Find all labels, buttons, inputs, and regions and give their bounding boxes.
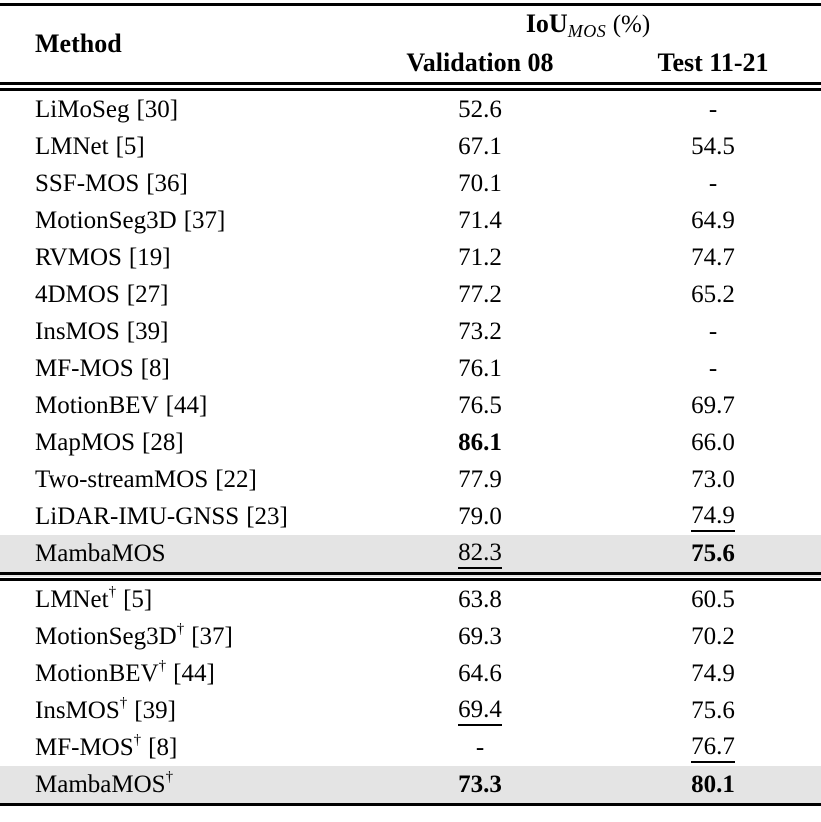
iou-unit-label: (%)	[612, 10, 651, 38]
table-row	[0, 128, 821, 165]
test-value: 74.9	[691, 659, 735, 687]
citation-ref: [5]	[115, 132, 145, 160]
method-name: InsMOS	[35, 696, 120, 724]
test-value: 65.2	[691, 280, 735, 308]
method-cell	[0, 692, 355, 729]
method-cell	[0, 313, 355, 350]
test-value: 60.5	[691, 585, 735, 613]
validation-value: 86.1	[458, 428, 502, 456]
table-row	[0, 239, 821, 276]
table-row	[0, 276, 821, 313]
citation-ref: [8]	[140, 354, 170, 382]
citation-ref: [39]	[126, 317, 169, 345]
method-name: MF-MOS	[35, 733, 134, 761]
validation-value: -	[475, 733, 485, 761]
method-cell	[0, 535, 355, 577]
header-group-row	[0, 5, 821, 45]
method-name: LiMoSeg	[35, 95, 130, 123]
method-name: MambaMOS	[35, 770, 166, 798]
table-row	[0, 577, 821, 619]
test-value: 64.9	[691, 206, 735, 234]
test-value: 74.9	[605, 498, 821, 535]
citation-ref: [8]	[148, 733, 178, 761]
method-name: MotionBEV	[35, 391, 159, 419]
validation-value: 73.2	[458, 317, 502, 345]
validation-value: 77.9	[458, 465, 502, 493]
table-row	[0, 350, 821, 387]
method-cell	[0, 239, 355, 276]
method-cell	[0, 202, 355, 239]
dagger-mark: †	[108, 583, 117, 600]
test-value: -	[708, 317, 718, 345]
iou-label: IoU	[525, 8, 568, 38]
method-name: MapMOS	[35, 428, 136, 456]
dagger-mark: †	[119, 694, 128, 711]
test-value: 70.2	[691, 622, 735, 650]
results-table	[0, 3, 821, 806]
method-name: MotionBEV	[35, 659, 159, 687]
validation-value: 63.8	[458, 585, 502, 613]
iou-group-header	[355, 5, 821, 45]
table-section-retrained	[0, 577, 821, 805]
validation-value: 64.6	[458, 659, 502, 687]
method-cell	[0, 165, 355, 202]
validation-column-header: Validation 08	[406, 48, 554, 77]
dagger-mark: †	[165, 768, 174, 785]
method-cell	[0, 424, 355, 461]
validation-value: 73.3	[458, 770, 502, 798]
table-row	[0, 655, 821, 692]
validation-value: 82.3	[355, 535, 605, 577]
table-row	[0, 87, 821, 129]
test-column-header: Test 11-21	[657, 48, 769, 77]
citation-ref: [36]	[146, 169, 188, 197]
citation-ref: [37]	[183, 206, 226, 234]
test-value: 75.6	[691, 696, 735, 724]
test-value: -	[708, 95, 718, 123]
citation-ref: [44]	[173, 659, 215, 687]
table-row	[0, 692, 821, 729]
method-name: InsMOS	[35, 317, 120, 345]
method-name: SSF-MOS	[35, 169, 140, 197]
validation-value: 76.5	[458, 391, 502, 419]
test-value: 76.7	[605, 729, 821, 766]
table-row	[0, 461, 821, 498]
iou-subscript: MOS	[567, 20, 607, 41]
method-name: LiDAR-IMU-GNSS	[35, 502, 240, 530]
test-value: 75.6	[691, 539, 735, 567]
citation-ref: [28]	[142, 428, 184, 456]
method-cell	[0, 387, 355, 424]
citation-ref: [44]	[165, 391, 208, 419]
dagger-mark: †	[176, 620, 185, 637]
table-section-published	[0, 87, 821, 577]
citation-ref: [37]	[191, 622, 233, 650]
dagger-mark: †	[133, 731, 142, 748]
table-row	[0, 202, 821, 239]
table-row	[0, 313, 821, 350]
table-row	[0, 165, 821, 202]
method-cell	[0, 766, 355, 805]
citation-ref: [22]	[215, 465, 257, 493]
validation-value: 69.3	[458, 622, 502, 650]
method-name: MotionSeg3D	[35, 206, 177, 234]
method-name: Two-streamMOS	[35, 465, 209, 493]
method-cell	[0, 655, 355, 692]
validation-value: 71.2	[458, 243, 502, 271]
method-name: 4DMOS	[35, 280, 120, 308]
method-cell	[0, 276, 355, 313]
citation-ref: [5]	[123, 585, 153, 613]
dagger-mark: †	[158, 657, 167, 674]
test-value: 66.0	[691, 428, 735, 456]
method-name: MotionSeg3D	[35, 622, 177, 650]
validation-value: 76.1	[458, 354, 502, 382]
table-row-highlighted	[0, 766, 821, 805]
table-row	[0, 424, 821, 461]
citation-ref: [23]	[246, 502, 288, 530]
validation-value: 52.6	[458, 95, 502, 123]
method-name: RVMOS	[35, 243, 122, 271]
validation-value: 69.4	[355, 692, 605, 729]
table-header	[0, 5, 821, 87]
citation-ref: [39]	[134, 696, 176, 724]
test-value: 80.1	[691, 770, 735, 798]
test-value: 74.7	[691, 243, 735, 271]
method-cell	[0, 498, 355, 535]
validation-value: 67.1	[458, 132, 502, 160]
table-row	[0, 387, 821, 424]
method-name: MambaMOS	[35, 539, 166, 567]
validation-value: 77.2	[458, 280, 502, 308]
citation-ref: [19]	[128, 243, 171, 271]
table-row	[0, 498, 821, 535]
method-cell	[0, 729, 355, 766]
method-cell	[0, 87, 355, 129]
method-cell	[0, 350, 355, 387]
method-name: LMNet	[35, 132, 109, 160]
validation-value: 71.4	[458, 206, 502, 234]
table-row-highlighted	[0, 535, 821, 577]
table-row	[0, 729, 821, 766]
test-value: 69.7	[691, 391, 735, 419]
method-cell	[0, 618, 355, 655]
validation-value: 79.0	[458, 502, 502, 530]
method-cell	[0, 461, 355, 498]
test-value: -	[708, 169, 718, 197]
validation-value: 70.1	[458, 169, 502, 197]
citation-ref: [30]	[136, 95, 179, 123]
test-value: 73.0	[691, 465, 735, 493]
method-column-header: Method	[35, 29, 122, 58]
method-cell	[0, 577, 355, 619]
method-name: LMNet	[35, 585, 109, 613]
test-value: 54.5	[691, 132, 735, 160]
method-name: MF-MOS	[35, 354, 134, 382]
citation-ref: [27]	[126, 280, 169, 308]
test-value: -	[708, 354, 718, 382]
method-cell	[0, 128, 355, 165]
table-row	[0, 618, 821, 655]
